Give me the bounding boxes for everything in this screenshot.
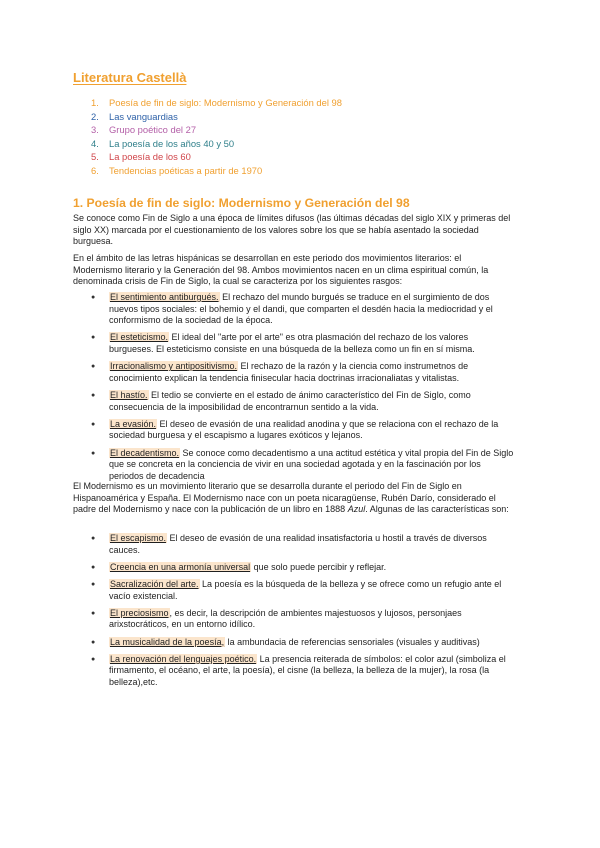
highlighted-term: El escapismo. bbox=[110, 533, 167, 543]
document-title: Literatura Castellà bbox=[73, 70, 187, 85]
toc-number: 6. bbox=[91, 164, 99, 176]
toc-number: 3. bbox=[91, 124, 99, 136]
toc-label: Poesía de fin de siglo: Modernismo y Generación del 98 bbox=[109, 97, 342, 108]
fin-de-siglo-traits-list bbox=[91, 292, 515, 488]
list-item bbox=[91, 637, 515, 649]
highlighted-term: La musicalidad de la poesía, bbox=[110, 636, 225, 647]
highlighted-term: El sentimiento antiburgués. bbox=[110, 292, 219, 302]
toc-label: La poesía de los años 40 y 50 bbox=[109, 137, 235, 149]
list-item bbox=[91, 579, 515, 602]
list-item bbox=[91, 332, 515, 355]
toc-label: Las vanguardias bbox=[109, 110, 178, 122]
paragraph-text: El Modernismo es un movimiento literario que se desarrolla durante el periodo del Fin de Siglo en Hispanoamérica y España. El Modernismo nace con un poeta nicaragüense, Rubén Darío, considerado el padre del Modernismo y nace con la publicación de un libro en 1888 bbox=[73, 481, 496, 515]
highlighted-term: Sacralización del arte. bbox=[110, 578, 199, 589]
toc-number: 4. bbox=[91, 137, 99, 149]
highlighted-term: El decadentismo. bbox=[110, 447, 180, 458]
list-item-text: El rechazo de la razón y la ciencia como instrumetnos de conocimiento explican la tendencia finisecular hacia doctrinas irracionaliatas y vitalistas. bbox=[109, 361, 469, 383]
toc-number: 2. bbox=[91, 110, 99, 122]
highlighted-term: La renovación del lenguajes poético. bbox=[110, 653, 257, 664]
list-item-text: El deseo de evasión de una realidad anodina y que se relaciona con el rechazo de la sociedad burguesa y el escapismo a lugares exóticos y lejanos. bbox=[109, 418, 499, 441]
highlighted-term: El hastío. bbox=[110, 389, 148, 400]
list-item bbox=[91, 419, 515, 442]
paragraph-text: . Algunas de las características son: bbox=[365, 504, 509, 515]
list-item bbox=[91, 533, 515, 556]
table-of-contents bbox=[91, 96, 342, 178]
list-item-text: El tedio se convierte en el estado de ánimo característico del Fin de Siglo, como consecuencia de la imposibilidad de encontrarnun sentido a la vida. bbox=[109, 389, 471, 412]
highlighted-term: La evasión. bbox=[110, 418, 157, 429]
section-heading: 1. Poesía de fin de siglo: Modernismo y Generación del 98 bbox=[73, 196, 410, 210]
list-item-text: La poesía es la búsqueda de la belleza y se ofrece como un refugio ante el vacío existencial. bbox=[109, 578, 502, 601]
toc-item-1[interactable] bbox=[91, 96, 342, 110]
intro-paragraph: Se conoce como Fin de Siglo a una época de límites difusos (las últimas décadas del siglo XIX y primeras del siglo XX) marcada por el cuestionamiento de los valores sobre los que se había asentado la sociedad burguesa. bbox=[73, 213, 511, 247]
list-item-text: la ambundacia de referencias sensoriales (visuales y auditivas) bbox=[225, 636, 480, 647]
modernismo-paragraph bbox=[73, 481, 513, 516]
list-item bbox=[91, 361, 515, 384]
list-item bbox=[91, 448, 515, 483]
toc-label: La poesía de los 60 bbox=[109, 151, 191, 163]
toc-label: Grupo poético del 27 bbox=[109, 124, 197, 136]
list-item-text: Se conoce como decadentismo a una actitud estética y vital propia del Fin de Siglo que se concreta en la conciencia de vivir en una sociedad agotada y en la fascinación por los periodos de decadencia bbox=[109, 447, 514, 481]
list-item-text: El ideal del "arte por el arte" es otra plasmación del rechazo de los valores burgueses. El esteticismo consiste en una búsqueda de la belleza como un fin en sí misma. bbox=[109, 332, 475, 354]
highlighted-term: El esteticismo. bbox=[110, 332, 169, 343]
toc-item-3[interactable] bbox=[91, 123, 342, 137]
list-item bbox=[91, 608, 515, 631]
highlighted-term: Irracionalismo y antipositivismo. bbox=[110, 361, 238, 372]
book-title: Azul bbox=[347, 504, 366, 515]
list-item-text: La presencia reiterada de símbolos: el color azul (simboliza el firmamento, el océano, el arte, la poesía), el cisne (la belleza, la belleza de la mujer), la rosa (la belleza),etc. bbox=[109, 653, 506, 687]
list-item bbox=[91, 654, 515, 689]
toc-label: Tendencias poéticas a partir de 1970 bbox=[109, 164, 263, 176]
list-item-text: , es decir, la descripción de ambientes majestuosos y lujosos, personjaes arixstocráticos, en un entorno idílico. bbox=[109, 607, 462, 630]
toc-item-6[interactable] bbox=[91, 164, 342, 178]
list-item bbox=[91, 390, 515, 413]
toc-item-4[interactable] bbox=[91, 137, 342, 151]
toc-number: 1. bbox=[91, 97, 99, 108]
list-item bbox=[91, 562, 515, 574]
toc-number: 5. bbox=[91, 151, 99, 163]
movements-paragraph: En el ámbito de las letras hispánicas se desarrollan en este periodo dos movimientos literarios: el Modernismo literario y la Generación del 98. Ambos movimientos nacen en un clima espiritual común, la denominada crisis de Fin de Siglo, la cual se caracteriza por los siguientes rasgos: bbox=[73, 253, 489, 287]
toc-item-2[interactable] bbox=[91, 110, 342, 124]
list-item bbox=[91, 292, 515, 327]
highlighted-term: El preciosismo bbox=[110, 607, 169, 618]
highlighted-term: Creencia en una armonía universal bbox=[110, 561, 251, 572]
toc-item-5[interactable] bbox=[91, 150, 342, 164]
modernismo-characteristics-list bbox=[91, 533, 515, 694]
list-item-text: que solo puede percibir y reflejar. bbox=[251, 561, 387, 572]
list-item-text: El deseo de evasión de una realidad insatisfactoria u hostil a través de diversos cauces. bbox=[109, 533, 487, 555]
list-item-text: El rechazo del mundo burgués se traduce en el surgimiento de dos nuevos tipos sociales: el bohemio y el dandi, que comparten el desdén hacia la mediocridad y el conformismo de la sociedad de la época. bbox=[109, 292, 493, 326]
